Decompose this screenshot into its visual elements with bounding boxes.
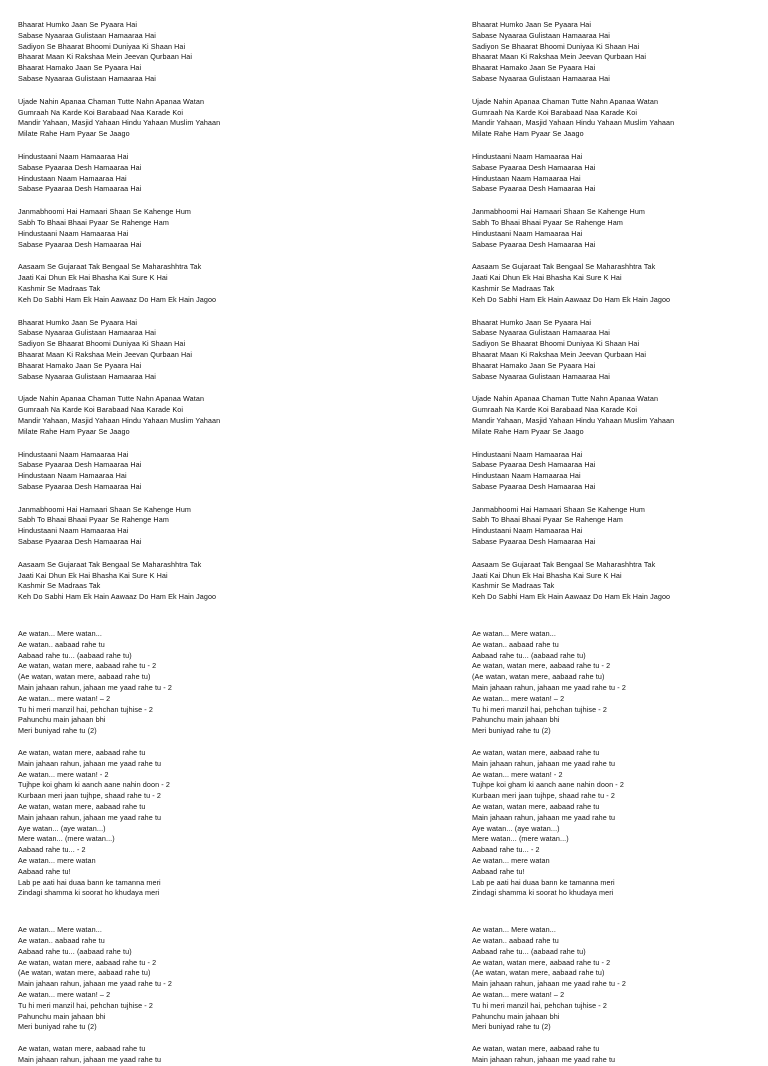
lyric-line: Tu hi meri manzil hai, pehchan tujhise - 2 — [472, 704, 607, 714]
lyric-line: Main jahaan rahun, jahaan me yaad rahe tu - 2 — [18, 979, 172, 989]
lyric-line: Ae watan, watan mere, aabaad rahe tu — [18, 802, 146, 812]
lyrics-stanza — [472, 1044, 768, 1066]
lyric-line: Ae watan, watan mere, aabaad rahe tu — [472, 1044, 600, 1054]
lyric-line: Keh Do Sabhi Ham Ek Hain Aawaaz Do Ham Ek Hain Jagoo — [472, 592, 671, 602]
lyric-line: Aye watan... (aye watan...) — [18, 823, 106, 833]
lyric-line: Aabaad rahe tu... (aabaad rahe tu) — [18, 946, 132, 956]
lyrics-stanza — [18, 207, 318, 250]
lyric-line: Ae watan.. aabaad rahe tu — [18, 935, 105, 945]
lyric-line: (Ae watan, watan mere, aabaad rahe tu) — [18, 672, 151, 682]
lyric-line: Bhaarat Hamako Jaan Se Pyaara Hai — [18, 63, 142, 73]
lyric-line: Main jahaan rahun, jahaan me yaad rahe tu - 2 — [18, 683, 172, 693]
lyric-line: Pahunchu main jahaan bhi — [472, 715, 560, 725]
lyric-line: Sadiyon Se Bhaarat Bhoomi Duniyaa Ki Shaan Hai — [18, 41, 186, 51]
lyric-line: Main jahaan rahun, jahaan me yaad rahe tu — [18, 758, 162, 768]
lyric-line: Lab pe aati hai duaa bann ke tamanna meri — [472, 877, 615, 887]
lyric-line: Aabaad rahe tu... (aabaad rahe tu) — [472, 650, 586, 660]
lyric-line: Hindustaan Naam Hamaaraa Hai — [472, 471, 581, 481]
lyrics-stanza — [18, 394, 318, 437]
lyrics-stanza — [472, 152, 768, 195]
lyric-line: Ae watan... mere watan — [18, 856, 96, 865]
lyric-line: Tujhpe koi gham ki aanch aane nahin doon - 2 — [472, 780, 624, 790]
lyric-line: Ae watan... mere watan — [472, 856, 550, 865]
lyric-line: (Ae watan, watan mere, aabaad rahe tu) — [472, 672, 605, 682]
lyric-line: Ae watan... Mere watan... — [18, 629, 102, 639]
lyric-line: Meri buniyad rahe tu (2) — [472, 1022, 551, 1032]
lyric-line: Mere watan... (mere watan...) — [18, 834, 115, 844]
lyric-line: Mandir Yahaan, Masjid Yahaan Hindu Yahaan Muslim Yahaan — [472, 118, 675, 128]
lyric-line: Kurbaan meri jaan tujhpe, shaad rahe tu - 2 — [472, 791, 615, 801]
lyric-line: Kurbaan meri jaan tujhpe, shaad rahe tu - 2 — [18, 791, 161, 801]
lyrics-stanza — [472, 560, 768, 603]
lyric-line: Ujade Nahin Apanaa Chaman Tutte Nahn Apanaa Watan — [472, 96, 659, 106]
lyric-line: Hindustaani Naam Hamaaraa Hai — [18, 151, 129, 161]
lyric-line: Ae watan, watan mere, aabaad rahe tu — [472, 802, 600, 812]
lyric-line: Meri buniyad rahe tu (2) — [472, 726, 551, 736]
lyrics-stanza — [18, 318, 318, 383]
lyrics-stanza — [472, 20, 768, 85]
lyric-line: Sabase Pyaaraa Desh Hamaaraa Hai — [472, 184, 596, 194]
lyric-line: Milate Rahe Ham Pyaar Se Jaago — [18, 129, 130, 139]
lyrics-stanza — [472, 925, 768, 1033]
lyric-line: Ae watan, watan mere, aabaad rahe tu — [18, 1044, 146, 1054]
lyric-line: Sabase Pyaaraa Desh Hamaaraa Hai — [472, 460, 596, 470]
lyrics-stanza — [18, 262, 318, 305]
lyric-line: Sadiyon Se Bhaarat Bhoomi Duniyaa Ki Shaan Hai — [18, 339, 186, 349]
lyric-line: Aabaad rahe tu... (aabaad rahe tu) — [18, 650, 132, 660]
lyric-line: Mandir Yahaan, Masjid Yahaan Hindu Yahaan Muslim Yahaan — [472, 415, 675, 425]
lyric-line: Sabase Pyaaraa Desh Hamaaraa Hai — [18, 239, 142, 249]
lyric-line: Ujade Nahin Apanaa Chaman Tutte Nahn Apanaa Watan — [472, 394, 659, 404]
lyric-line: Kashmir Se Madraas Tak — [18, 283, 101, 293]
lyric-line: Aye watan... (aye watan...) — [472, 823, 560, 833]
lyric-line: Mandir Yahaan, Masjid Yahaan Hindu Yahaan Muslim Yahaan — [18, 118, 221, 128]
lyrics-stanza — [472, 207, 768, 250]
lyric-line: Bhaarat Maan Ki Rakshaa Mein Jeevan Qurbaan Hai — [472, 52, 647, 62]
lyric-line: Sabase Nyaaraa Gulistaan Hamaaraa Hai — [472, 371, 610, 381]
lyric-line: Sabase Nyaaraa Gulistaan Hamaaraa Hai — [472, 30, 610, 40]
lyric-line: Tu hi meri manzil hai, pehchan tujhise - 2 — [18, 1000, 153, 1010]
lyric-line: Ae watan, watan mere, aabaad rahe tu - 2 — [472, 957, 611, 967]
lyric-line: Ae watan... mere watan! - 2 — [472, 769, 563, 779]
lyric-line: Kashmir Se Madraas Tak — [472, 581, 555, 591]
lyric-line: Lab pe aati hai duaa bann ke tamanna meri — [18, 877, 161, 887]
lyric-line: Sabase Nyaaraa Gulistaan Hamaaraa Hai — [472, 328, 610, 338]
lyric-line: Gumraah Na Karde Koi Barabaad Naa Karade Koi — [18, 107, 184, 117]
lyrics-stanza — [18, 925, 318, 1033]
lyric-line: Aasaam Se Gujaraat Tak Bengaal Se Maharashhtra Tak — [18, 262, 202, 272]
lyric-line: Ae watan... mere watan! – 2 — [472, 693, 565, 703]
lyric-line: Keh Do Sabhi Ham Ek Hain Aawaaz Do Ham Ek Hain Jagoo — [18, 592, 217, 602]
lyric-line: Sabase Nyaaraa Gulistaan Hamaaraa Hai — [18, 371, 156, 381]
lyric-line: Aabaad rahe tu... - 2 — [18, 845, 86, 855]
lyric-line: Milate Rahe Ham Pyaar Se Jaago — [472, 426, 584, 436]
lyric-line: Sabase Nyaaraa Gulistaan Hamaaraa Hai — [18, 30, 156, 40]
lyric-line: Hindustaani Naam Hamaaraa Hai — [472, 449, 583, 459]
lyric-line: Milate Rahe Ham Pyaar Se Jaago — [472, 129, 584, 139]
lyric-line: Aasaam Se Gujaraat Tak Bengaal Se Maharashhtra Tak — [472, 559, 656, 569]
lyric-line: Pahunchu main jahaan bhi — [18, 715, 106, 725]
lyrics-column-left — [18, 8, 318, 1066]
lyric-line: Sabase Nyaaraa Gulistaan Hamaaraa Hai — [18, 73, 156, 83]
lyric-line: Bhaarat Humko Jaan Se Pyaara Hai — [18, 20, 138, 29]
lyric-line: Tu hi meri manzil hai, pehchan tujhise - 2 — [472, 1000, 607, 1010]
lyric-line: Aabaad rahe tu... (aabaad rahe tu) — [472, 946, 586, 956]
lyric-line: Sabase Pyaaraa Desh Hamaaraa Hai — [472, 239, 596, 249]
lyric-line: Pahunchu main jahaan bhi — [472, 1011, 560, 1021]
lyric-line: Main jahaan rahun, jahaan me yaad rahe tu — [472, 812, 616, 822]
lyric-line: Ae watan... mere watan! - 2 — [18, 769, 109, 779]
lyric-line: Hindustaani Naam Hamaaraa Hai — [472, 228, 583, 238]
lyric-line: (Ae watan, watan mere, aabaad rahe tu) — [18, 968, 151, 978]
lyric-line: Mere watan... (mere watan...) — [472, 834, 569, 844]
lyric-line: Aasaam Se Gujaraat Tak Bengaal Se Maharashhtra Tak — [18, 559, 202, 569]
lyric-line: Hindustaan Naam Hamaaraa Hai — [18, 471, 127, 481]
lyric-line: Zindagi shamma ki soorat ho khudaya meri — [472, 888, 614, 898]
lyrics-stanza — [472, 505, 768, 548]
lyrics-stanza — [472, 450, 768, 493]
lyric-line: Main jahaan rahun, jahaan me yaad rahe tu — [18, 1054, 162, 1064]
lyric-line: Jaati Kai Dhun Ek Hai Bhasha Kai Sure K Hai — [472, 570, 622, 580]
lyric-line: Aasaam Se Gujaraat Tak Bengaal Se Maharashhtra Tak — [472, 262, 656, 272]
lyric-line: Bhaarat Hamako Jaan Se Pyaara Hai — [472, 360, 596, 370]
lyric-line: Sabase Pyaaraa Desh Hamaaraa Hai — [18, 481, 142, 491]
lyric-line: Ae watan, watan mere, aabaad rahe tu - 2 — [18, 957, 157, 967]
lyric-line: Jaati Kai Dhun Ek Hai Bhasha Kai Sure K Hai — [18, 570, 168, 580]
lyric-line: Aabaad rahe tu! — [472, 866, 525, 876]
lyric-line: Sabase Pyaaraa Desh Hamaaraa Hai — [18, 460, 142, 470]
lyric-line: Sabase Pyaaraa Desh Hamaaraa Hai — [472, 537, 596, 547]
lyric-line: Sabase Pyaaraa Desh Hamaaraa Hai — [18, 537, 142, 547]
lyric-line: Sabh To Bhaai Bhaai Pyaar Se Rahenge Ham — [18, 515, 169, 525]
lyric-line: Kashmir Se Madraas Tak — [18, 581, 101, 591]
lyric-line: Gumraah Na Karde Koi Barabaad Naa Karade Koi — [18, 405, 184, 415]
lyric-line: Bhaarat Hamako Jaan Se Pyaara Hai — [472, 63, 596, 73]
lyric-line: Mandir Yahaan, Masjid Yahaan Hindu Yahaan Muslim Yahaan — [18, 415, 221, 425]
lyric-line: Hindustaani Naam Hamaaraa Hai — [18, 526, 129, 536]
lyrics-stanza — [18, 152, 318, 195]
lyric-line: Ae watan... mere watan! – 2 — [472, 989, 565, 999]
lyric-line: Janmabhoomi Hai Hamaari Shaan Se Kahenge Hum — [472, 504, 646, 514]
lyric-line: Meri buniyad rahe tu (2) — [18, 1022, 97, 1032]
lyrics-stanza — [18, 450, 318, 493]
lyric-line: Sabase Pyaaraa Desh Hamaaraa Hai — [18, 184, 142, 194]
lyrics-stanza — [472, 629, 768, 737]
lyrics-stanza — [18, 505, 318, 548]
lyric-line: Ae watan... Mere watan... — [18, 925, 102, 935]
lyric-line: Main jahaan rahun, jahaan me yaad rahe tu — [18, 812, 162, 822]
lyric-line: Janmabhoomi Hai Hamaari Shaan Se Kahenge Hum — [472, 207, 646, 217]
lyric-line: Ae watan... Mere watan... — [472, 925, 556, 935]
lyric-line: Jaati Kai Dhun Ek Hai Bhasha Kai Sure K Hai — [472, 273, 622, 283]
lyric-line: Main jahaan rahun, jahaan me yaad rahe tu - 2 — [472, 979, 626, 989]
lyrics-stanza — [18, 748, 318, 899]
lyrics-column-right — [472, 8, 768, 1066]
lyric-line: Sabase Pyaaraa Desh Hamaaraa Hai — [472, 481, 596, 491]
lyric-line: Keh Do Sabhi Ham Ek Hain Aawaaz Do Ham Ek Hain Jagoo — [18, 294, 217, 304]
lyric-line: Ae watan, watan mere, aabaad rahe tu - 2 — [472, 661, 611, 671]
lyric-line: Main jahaan rahun, jahaan me yaad rahe tu — [472, 1054, 616, 1064]
lyric-line: Ae watan.. aabaad rahe tu — [472, 639, 559, 649]
lyric-line: Janmabhoomi Hai Hamaari Shaan Se Kahenge Hum — [18, 504, 192, 514]
lyrics-stanza — [18, 629, 318, 737]
lyrics-stanza — [472, 394, 768, 437]
lyric-line: Milate Rahe Ham Pyaar Se Jaago — [18, 426, 130, 436]
lyric-line: Sabase Nyaaraa Gulistaan Hamaaraa Hai — [18, 328, 156, 338]
lyric-line: Sadiyon Se Bhaarat Bhoomi Duniyaa Ki Shaan Hai — [472, 41, 640, 51]
lyric-line: Bhaarat Maan Ki Rakshaa Mein Jeevan Qurbaan Hai — [472, 349, 647, 359]
lyric-line: Sadiyon Se Bhaarat Bhoomi Duniyaa Ki Shaan Hai — [472, 339, 640, 349]
lyric-line: Bhaarat Maan Ki Rakshaa Mein Jeevan Qurbaan Hai — [18, 52, 193, 62]
lyric-line: Bhaarat Maan Ki Rakshaa Mein Jeevan Qurbaan Hai — [18, 349, 193, 359]
lyric-line: Keh Do Sabhi Ham Ek Hain Aawaaz Do Ham Ek Hain Jagoo — [472, 294, 671, 304]
lyrics-stanza — [18, 1044, 318, 1066]
lyric-line: Ae watan.. aabaad rahe tu — [472, 935, 559, 945]
lyrics-stanza — [18, 560, 318, 603]
lyric-line: Sabase Pyaaraa Desh Hamaaraa Hai — [18, 162, 142, 172]
lyric-line: Hindustaani Naam Hamaaraa Hai — [18, 449, 129, 459]
lyric-line: Hindustaani Naam Hamaaraa Hai — [18, 228, 129, 238]
lyrics-stanza — [472, 262, 768, 305]
lyric-line: (Ae watan, watan mere, aabaad rahe tu) — [472, 968, 605, 978]
lyric-line: Sabase Pyaaraa Desh Hamaaraa Hai — [472, 162, 596, 172]
lyric-line: Ae watan, watan mere, aabaad rahe tu — [18, 748, 146, 758]
lyric-line: Hindustaani Naam Hamaaraa Hai — [472, 151, 583, 161]
lyrics-stanza — [18, 20, 318, 85]
lyric-line: Main jahaan rahun, jahaan me yaad rahe tu - 2 — [472, 683, 626, 693]
lyric-line: Aabaad rahe tu... - 2 — [472, 845, 540, 855]
lyric-line: Sabh To Bhaai Bhaai Pyaar Se Rahenge Ham — [472, 217, 623, 227]
lyric-line: Aabaad rahe tu! — [18, 866, 71, 876]
lyric-line: Ae watan... mere watan! – 2 — [18, 693, 111, 703]
lyric-line: Tu hi meri manzil hai, pehchan tujhise - 2 — [18, 704, 153, 714]
lyric-line: Kashmir Se Madraas Tak — [472, 283, 555, 293]
lyrics-stanza — [472, 748, 768, 899]
lyric-line: Ujade Nahin Apanaa Chaman Tutte Nahn Apanaa Watan — [18, 96, 205, 106]
lyric-line: Jaati Kai Dhun Ek Hai Bhasha Kai Sure K Hai — [18, 273, 168, 283]
lyrics-stanza — [472, 318, 768, 383]
lyric-line: Ae watan, watan mere, aabaad rahe tu - 2 — [18, 661, 157, 671]
lyric-line: Bhaarat Humko Jaan Se Pyaara Hai — [18, 317, 138, 327]
lyric-line: Ae watan, watan mere, aabaad rahe tu — [472, 748, 600, 758]
lyric-line: Hindustaan Naam Hamaaraa Hai — [18, 173, 127, 183]
lyric-line: Hindustaani Naam Hamaaraa Hai — [472, 526, 583, 536]
lyric-line: Meri buniyad rahe tu (2) — [18, 726, 97, 736]
lyric-line: Bhaarat Hamako Jaan Se Pyaara Hai — [18, 360, 142, 370]
lyrics-stanza — [18, 97, 318, 140]
lyric-line: Zindagi shamma ki soorat ho khudaya meri — [18, 888, 160, 898]
lyric-line: Gumraah Na Karde Koi Barabaad Naa Karade Koi — [472, 107, 638, 117]
lyric-line: Tujhpe koi gham ki aanch aane nahin doon - 2 — [18, 780, 170, 790]
lyric-line: Main jahaan rahun, jahaan me yaad rahe tu — [472, 758, 616, 768]
lyric-line: Ujade Nahin Apanaa Chaman Tutte Nahn Apanaa Watan — [18, 394, 205, 404]
lyric-line: Sabh To Bhaai Bhaai Pyaar Se Rahenge Ham — [18, 217, 169, 227]
lyric-line: Hindustaan Naam Hamaaraa Hai — [472, 173, 581, 183]
lyric-line: Pahunchu main jahaan bhi — [18, 1011, 106, 1021]
lyrics-stanza — [472, 97, 768, 140]
lyric-line: Sabh To Bhaai Bhaai Pyaar Se Rahenge Ham — [472, 515, 623, 525]
lyric-line: Janmabhoomi Hai Hamaari Shaan Se Kahenge Hum — [18, 207, 192, 217]
lyric-line: Bhaarat Humko Jaan Se Pyaara Hai — [472, 20, 592, 29]
lyric-line: Ae watan... Mere watan... — [472, 629, 556, 639]
lyric-line: Ae watan... mere watan! – 2 — [18, 989, 111, 999]
lyric-line: Gumraah Na Karde Koi Barabaad Naa Karade Koi — [472, 405, 638, 415]
lyric-line: Ae watan.. aabaad rahe tu — [18, 639, 105, 649]
lyric-line: Bhaarat Humko Jaan Se Pyaara Hai — [472, 317, 592, 327]
lyric-line: Sabase Nyaaraa Gulistaan Hamaaraa Hai — [472, 73, 610, 83]
